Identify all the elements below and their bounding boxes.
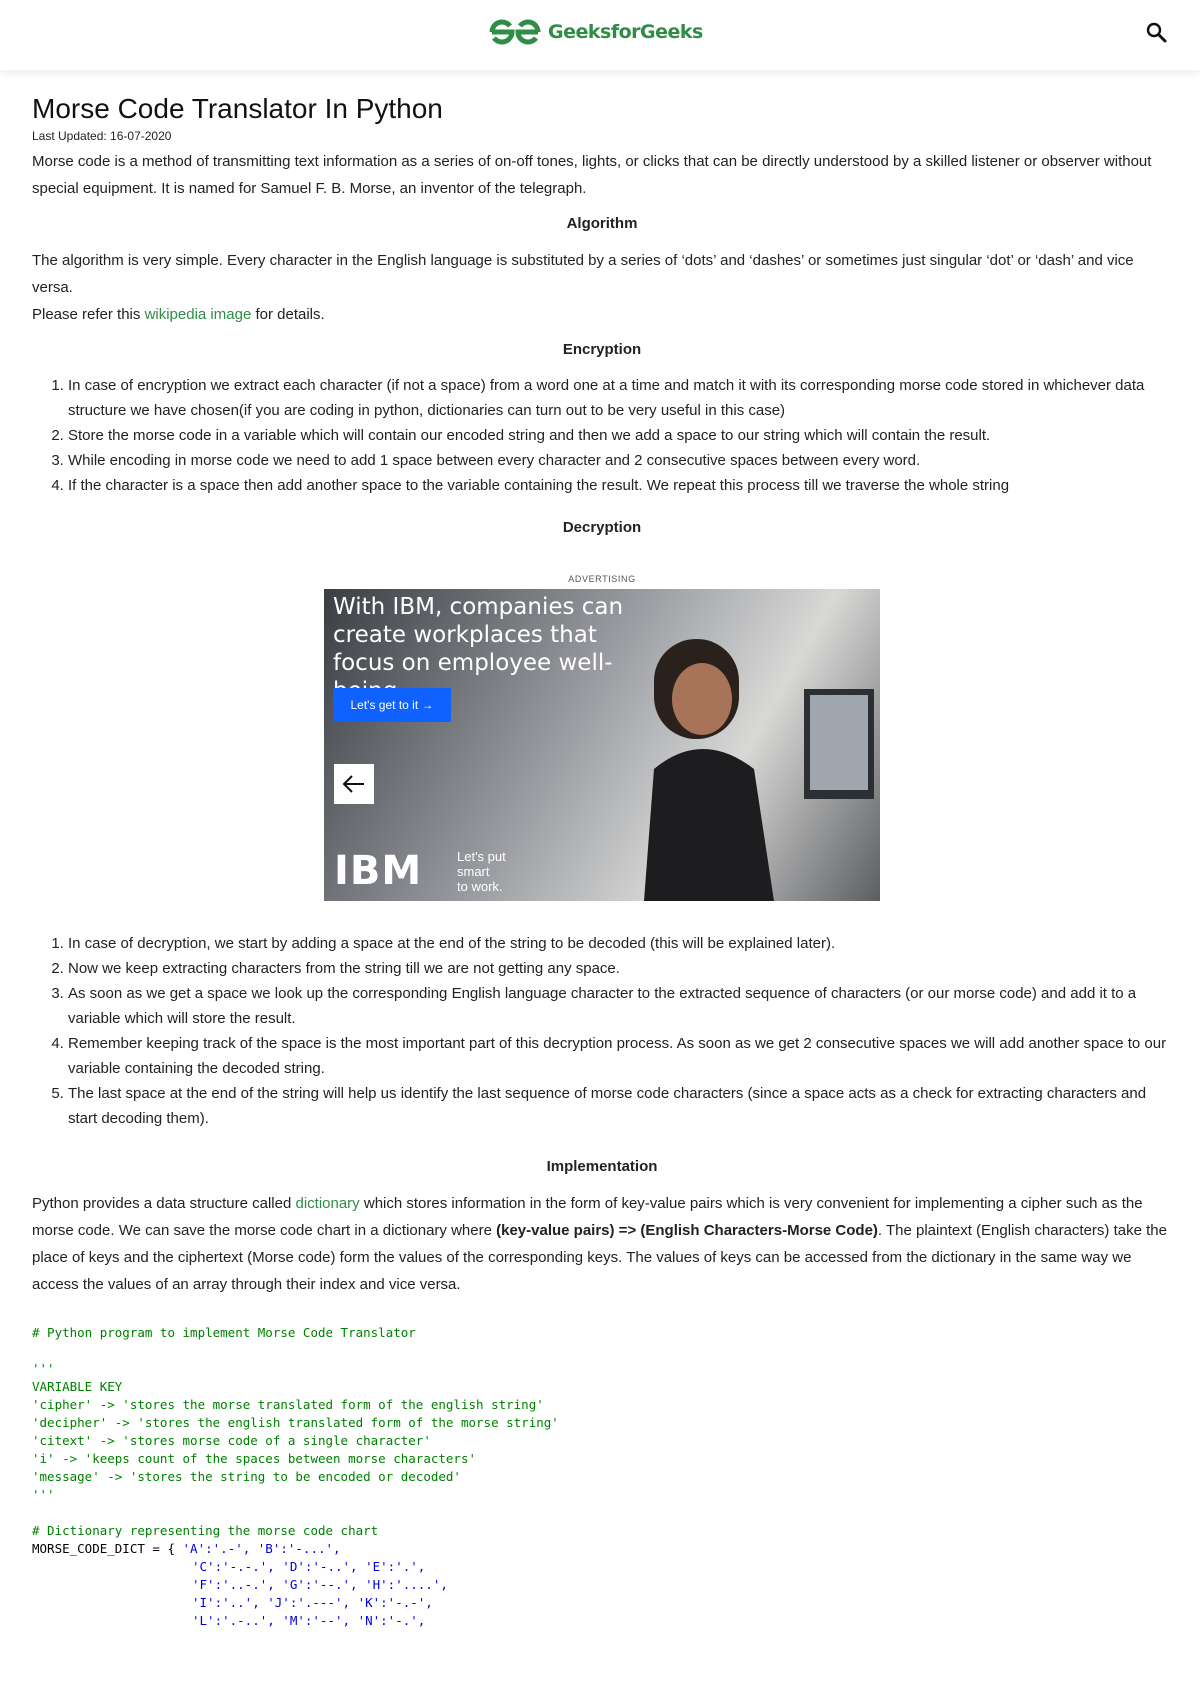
code-comment: # Python program to implement Morse Code Translator <box>32 1325 416 1340</box>
list-item: 2. Store the morse code in a variable which will contain our encoded string and then we add a space to our string which will contain the result. <box>68 423 1172 448</box>
article-content <box>32 90 1172 1630</box>
ad-previous-button[interactable] <box>334 764 374 804</box>
algorithm-paragraph: The algorithm is very simple. Every character in the English language is substituted by a series of ‘dots’ and ‘dashes’ or sometimes just singular ‘dot’ or ‘dash’ and vice versa. <box>32 252 1134 296</box>
search-button[interactable] <box>1146 22 1168 49</box>
refer-suffix: for details. <box>251 306 325 323</box>
arrow-left-icon <box>334 764 374 804</box>
list-item: 4. If the character is a space then add another space to the variable containing the result. We repeat this process till we traverse the whole string <box>68 473 1172 498</box>
ad-tagline-line: to work. <box>457 879 503 894</box>
code-line: 'C':'-.-.', 'D':'-..', 'E':'.', <box>192 1559 426 1574</box>
list-item: 2. Now we keep extracting characters from the string till we are not getting any space. <box>68 956 1172 981</box>
algorithm-heading: Algorithm <box>566 215 638 232</box>
code-line: 'citext' -> 'stores morse code of a single character' <box>32 1433 431 1448</box>
ibm-logo: IBM <box>334 848 423 894</box>
code-docstring-open: ''' <box>32 1361 55 1376</box>
code-line <box>32 1540 1172 1558</box>
ad-headline: With IBM, companies can create workplaces that focus on employee well- <box>333 594 624 676</box>
code-line: 'cipher' -> 'stores the morse translated form of the english string' <box>32 1397 544 1412</box>
decryption-heading: Decryption <box>562 519 642 536</box>
site-name: GeeksforGeeks <box>548 21 703 43</box>
refer-prefix: Please refer this <box>32 306 145 323</box>
wikipedia-image-link[interactable]: wikipedia image <box>144 306 252 323</box>
implementation-heading: Implementation <box>546 1158 658 1175</box>
ad-tagline-line: smart <box>457 864 490 879</box>
code-line: 'L':'.-..', 'M':'--', 'N':'-.', <box>192 1613 426 1628</box>
impl-bold: (key-value pairs) => (English Characters-Morse Code) <box>496 1222 878 1239</box>
ad-label: ADVERTISING <box>568 574 636 584</box>
site-logo[interactable] <box>488 18 703 46</box>
advertisement-block <box>32 573 1172 901</box>
impl-prefix: Python provides a data structure called <box>32 1195 296 1212</box>
code-line: 'decipher' -> 'stores the english translated form of the morse string' <box>32 1415 559 1430</box>
list-item: 1. In case of decryption, we start by adding a space at the end of the string to be decoded (this will be explained later). <box>68 931 1172 956</box>
encryption-steps <box>32 373 1172 498</box>
article-title: Morse Code Translator In Python <box>32 93 443 124</box>
impl-mid: which stores information in the form of key-value pairs which is very convenient for implementing a cipher such as the morse code. We can save the morse code chart in a dictionary where <box>32 1195 1143 1239</box>
decryption-steps <box>32 931 1172 1131</box>
code-line: 'message' -> 'stores the string to be encoded or decoded' <box>32 1469 461 1484</box>
top-navigation-bar <box>0 0 1200 70</box>
ad-tagline <box>457 849 506 894</box>
list-item: 3. While encoding in morse code we need to add 1 space between every character and 2 consecutive spaces between every word. <box>68 448 1172 473</box>
refer-paragraph <box>32 301 1172 328</box>
search-icon <box>1146 22 1168 44</box>
ad-cta-button[interactable]: Let's get to it → <box>333 688 451 722</box>
gfg-logo-icon <box>488 18 542 46</box>
list-item: 4. Remember keeping track of the space is the most important part of this decryption process. As soon as we get 2 consecutive spaces we will add another space to our variable containing the decoded string. <box>68 1031 1172 1081</box>
code-line: 'F':'..-.', 'G':'--.', 'H':'....', <box>192 1577 448 1592</box>
code-comment: # Dictionary representing the morse code chart <box>32 1523 379 1538</box>
monitor-image <box>794 689 880 829</box>
code-line: 'i' -> 'keeps count of the spaces between morse characters' <box>32 1451 477 1466</box>
code-line: 'I':'..', 'J':'.---', 'K':'-.-', <box>192 1595 433 1610</box>
list-item: 1. In case of encryption we extract each character (if not a space) from a word one at a time and match it with its corresponding morse code stored in whichever data structure we have chosen(if you are coding in python, dictionaries can turn out to be very useful in this case) <box>68 373 1172 423</box>
list-item: 3. As soon as we get a space we look up the corresponding English language character to the extracted sequence of characters (or our morse code) and add it to a variable which will store the result. <box>68 981 1172 1031</box>
ad-tagline-line: Let's put <box>457 849 506 864</box>
implementation-paragraph <box>32 1190 1172 1298</box>
impl-suffix: . The plaintext (English characters) take the place of keys and the ciphertext (Morse code) form the values of the corresponding keys. The values of keys can be accessed from the dictionary in the same way we access the values of an array through their index and vice versa. <box>32 1222 1167 1293</box>
code-docstring-close: ''' <box>32 1487 55 1502</box>
intro-paragraph: Morse code is a method of transmitting text information as a series of on-off tones, lights, or clicks that can be directly understood by a skilled listener or observer without special equipment. It is named for Samuel F. B. Morse, an inventor of the telegraph. <box>32 153 1152 197</box>
code-line: VARIABLE KEY <box>32 1379 123 1394</box>
ibm-ad-banner[interactable] <box>324 589 880 901</box>
dictionary-link[interactable]: dictionary <box>295 1195 360 1212</box>
code-block <box>32 1324 1172 1630</box>
code-dict-entries: 'A':'.-', 'B':'-...', <box>182 1541 341 1556</box>
list-item: 5. The last space at the end of the string will help us identify the last sequence of morse code characters (since a space acts as a check for extracting characters and start decoding them). <box>68 1081 1172 1131</box>
code-dict-name: MORSE_CODE_DICT = { <box>32 1541 183 1556</box>
last-updated: Last Updated: 16-07-2020 <box>32 129 172 143</box>
encryption-heading: Encryption <box>562 341 642 358</box>
